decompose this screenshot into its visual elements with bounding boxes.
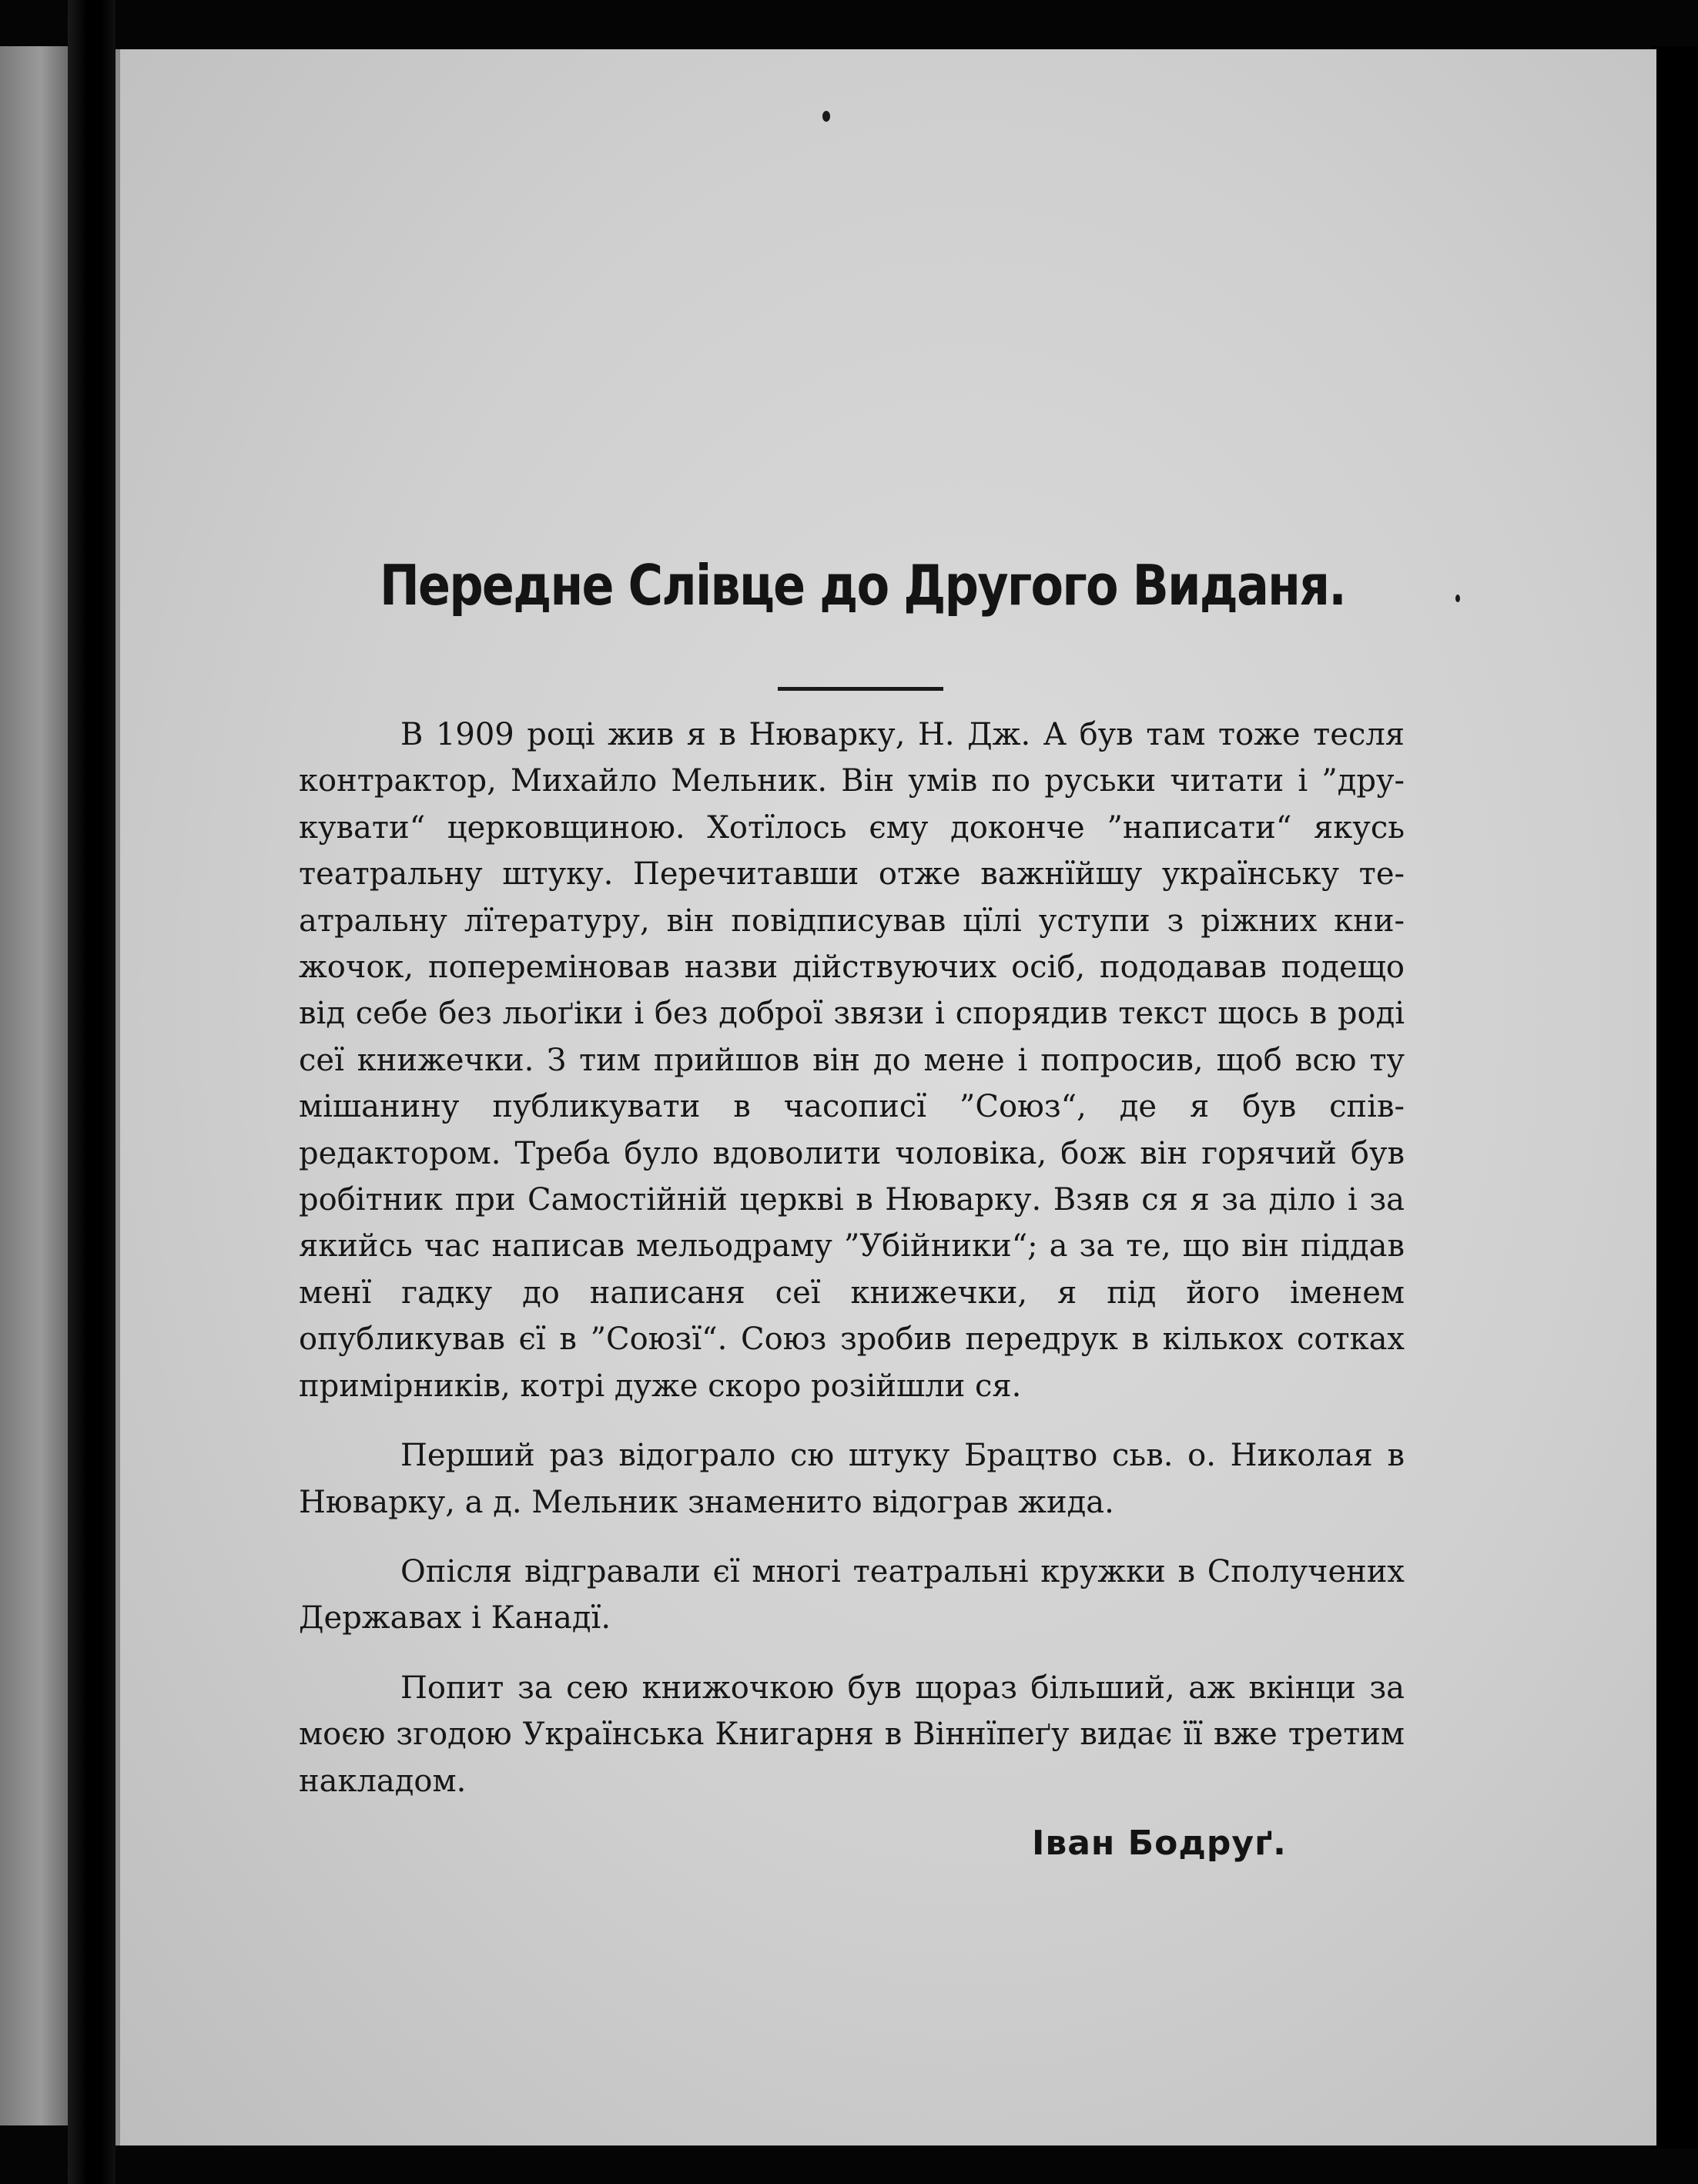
author-signature: Іван Бодруґ.	[1032, 1824, 1287, 1863]
title-divider	[778, 687, 943, 691]
dust-speck	[1455, 595, 1460, 602]
book-gutter	[68, 0, 116, 2184]
dust-speck	[822, 111, 830, 122]
paragraph: В 1909 році жив я в Нюварку, Н. Дж. А був там тоже тесля контрактор, Михайло Мельник. Він умів по руськи читати і ”друкувати“ церковщиною. Хотїлось єму доконче ”написати“ якусь театральну штуку. Перечитавши отже важнїйшу українську театральну лїтературу, він повідписував цїлі уступи з ріжних книжочок, попереміновав назви дійствуючих осіб, пододавав подещo від себе без льоґіки і без доброї звязи і спорядив текст щось в роді сеї книжечки. З тим прийшов він до мене і попросив, щоб всю ту мішанину публикувати в часописї ”Союз“, де я був співредактором. Треба було вдоволити чоловіка, бож він горячий був робітник при Самостійній церкві в Нюварку. Взяв ся я за діло і за якийсь час написав мельодраму ”Убійники“; а за те, що він піддав менї гадку до написаня сеї книжечки, я під його іменем опубликував єї в ”Союзї“. Союз зробив передрук в кількох сотках примірників, котрі дуже скоро розійшли ся.	[299, 717, 1405, 1404]
previous-page-edge	[0, 46, 68, 2125]
page-title: Передне Слівце до Другого Виданя.	[379, 553, 1346, 618]
paragraph: Попит за сею книжочкою був щораз більший, аж вкінци за моєю згодою Українська Книгарня в Віннїпеґу видає її вже третим накладом.	[299, 1670, 1405, 1799]
paragraph: Опісля відгравали єї многі театральні кружки в Сполучених Державах і Канадї.	[299, 1553, 1405, 1636]
scan-border	[1652, 46, 1698, 2149]
paragraph: Перший раз відограло сю штуку Брацтво сьв. о. Николая в Нюварку, а д. Мельник знаменито відограв жида.	[299, 1438, 1405, 1520]
preface-body	[299, 712, 1405, 1827]
